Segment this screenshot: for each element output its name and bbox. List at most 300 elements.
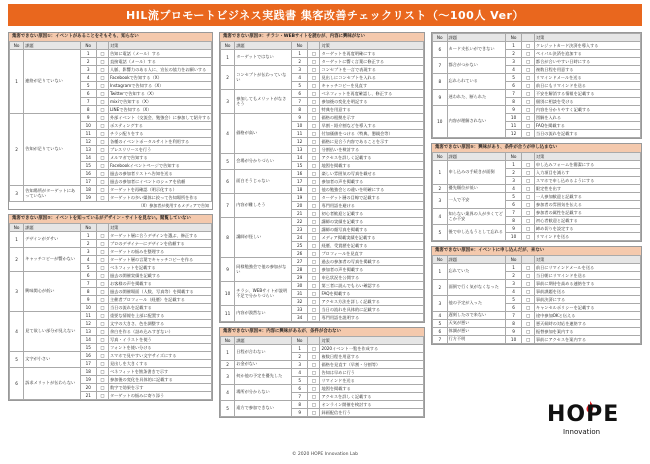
task-label: アクセスを詳しく記載する	[320, 393, 424, 401]
issue-label: 内容が理解されない	[447, 106, 505, 138]
task-checkbox[interactable]: □	[96, 82, 108, 90]
task-label: ターゲット層の目線で記載する	[320, 194, 424, 202]
task-label: 内容を分かりやすく記載する	[534, 106, 640, 114]
task-checkbox[interactable]: □	[522, 304, 534, 312]
task-checkbox[interactable]: □	[308, 218, 320, 226]
task-checkbox[interactable]: □	[308, 210, 320, 218]
task-checkbox[interactable]: □	[96, 368, 108, 376]
task-label: プロのデザイナーにデザインを依頼する	[108, 240, 211, 248]
table-row	[221, 218, 424, 226]
issue-label: 連絡が足りていない	[24, 50, 81, 114]
task-number: 7	[292, 393, 308, 401]
task-label: 直接電話（メール）する	[108, 58, 211, 66]
table-row	[221, 385, 424, 393]
task-label: 価格の根拠を示す	[320, 114, 424, 122]
issue-label: 文字が小さい	[24, 352, 81, 368]
task-checkbox[interactable]: □	[522, 201, 534, 209]
task-checkbox[interactable]: □	[308, 58, 320, 66]
task-checkbox[interactable]: □	[96, 66, 108, 74]
task-checkbox[interactable]: □	[308, 282, 320, 290]
task-number: 11	[505, 122, 522, 130]
header-task: 対策	[108, 224, 211, 232]
task-number: 10	[80, 122, 96, 130]
issue-number: 6	[433, 42, 448, 58]
task-checkbox[interactable]: □	[96, 162, 108, 170]
issue-number: 4	[221, 114, 235, 154]
task-label: 分割払いを検討する	[320, 146, 424, 154]
task-label: ターゲットの悩みを整理する	[108, 248, 211, 256]
task-checkbox[interactable]: □	[522, 169, 534, 177]
task-checkbox[interactable]: □	[308, 178, 320, 186]
task-number: 20	[292, 202, 308, 210]
task-checkbox[interactable]: □	[308, 385, 320, 393]
task-checkbox[interactable]: □	[522, 193, 534, 201]
task-number: 14	[80, 154, 96, 162]
task-checkbox[interactable]: □	[522, 185, 534, 193]
task-number: 7	[505, 312, 522, 320]
task-number: 32	[292, 298, 308, 306]
task-checkbox[interactable]: □	[308, 114, 320, 122]
table-row	[221, 154, 424, 162]
task-label: 第三者に読んでもらい確認する	[320, 282, 424, 290]
task-checkbox[interactable]: □	[96, 392, 108, 400]
checklist-section	[431, 143, 642, 242]
task-number: 1	[505, 42, 522, 50]
task-number: 4	[505, 288, 522, 296]
task-checkbox[interactable]: □	[96, 194, 108, 202]
task-number: 4	[80, 74, 96, 82]
task-checkbox[interactable]: □	[522, 312, 534, 320]
task-checkbox[interactable]: □	[522, 280, 534, 288]
task-label: 初心者歓迎と記載する	[534, 217, 640, 225]
task-number: 9	[292, 409, 308, 417]
task-checkbox[interactable]: □	[96, 376, 108, 384]
task-number: 2	[505, 272, 522, 280]
task-checkbox[interactable]: □	[308, 298, 320, 306]
task-checkbox[interactable]: □	[522, 209, 534, 217]
task-checkbox[interactable]: □	[96, 352, 108, 360]
issue-number: 2	[10, 114, 24, 186]
task-checkbox[interactable]: □	[522, 98, 534, 106]
issue-label: デザインがダサい	[24, 232, 81, 248]
task-checkbox[interactable]: □	[308, 106, 320, 114]
issue-number: 2	[433, 185, 448, 193]
task-label: 早割・紹介割などを導入する	[320, 122, 424, 130]
task-label: 講師の顔写真を掲載する	[320, 226, 424, 234]
task-checkbox[interactable]: □	[522, 225, 534, 233]
header-issue: 課題	[447, 256, 505, 264]
task-checkbox[interactable]: □	[96, 186, 108, 194]
task-number: 7	[80, 98, 96, 106]
task-label: リマインドを送る	[534, 233, 640, 241]
header-no: No	[10, 224, 24, 232]
task-checkbox[interactable]: □	[308, 266, 320, 274]
issue-number: 2	[433, 280, 448, 296]
logo-sub-text: Innovation	[563, 428, 601, 436]
task-checkbox[interactable]: □	[522, 114, 534, 122]
task-checkbox[interactable]: □	[522, 233, 534, 241]
task-checkbox[interactable]: □	[522, 90, 534, 98]
task-checkbox[interactable]: □	[96, 288, 108, 296]
issue-number: 4	[433, 209, 448, 225]
task-checkbox[interactable]: □	[522, 336, 534, 344]
task-number: 7	[505, 90, 522, 98]
task-label: ターゲットの悩みに寄り添う	[108, 392, 211, 400]
task-label: 事前決済にする	[534, 296, 640, 304]
task-checkbox[interactable]: □	[308, 369, 320, 377]
task-label: 参加後の変化を明記する	[320, 98, 424, 106]
checklist-section	[219, 32, 425, 323]
table-row	[433, 42, 641, 50]
task-label: お客様の声を掲載する	[108, 280, 211, 288]
task-checkbox[interactable]: □	[522, 50, 534, 58]
task-checkbox[interactable]: □	[96, 178, 108, 186]
task-label: 申し込みフォームを簡潔にする	[534, 161, 640, 169]
issue-number: 2	[221, 66, 235, 90]
table-row	[221, 258, 424, 266]
task-checkbox[interactable]: □	[308, 90, 320, 98]
task-label: 専門用語を説明する	[320, 314, 424, 322]
task-checkbox[interactable]: □	[96, 146, 108, 154]
task-label: スマホで見やすい文字サイズにする	[108, 352, 211, 360]
task-checkbox[interactable]: □	[96, 114, 108, 122]
task-checkbox[interactable]: □	[96, 336, 108, 344]
task-label: 経歴、受賞歴を記載する	[320, 242, 424, 250]
task-label: メルマガで告知する	[108, 154, 211, 162]
task-checkbox[interactable]: □	[522, 320, 534, 328]
header-no: No	[10, 42, 24, 50]
task-number: 2	[80, 240, 96, 248]
task-checkbox[interactable]: □	[522, 58, 534, 66]
task-number: 8	[80, 106, 96, 114]
header-task: 対策	[534, 34, 640, 42]
issue-label: 都合がつかない	[447, 58, 505, 74]
task-label: 他の勉強会との違いを明確にする	[320, 186, 424, 194]
issue-label: チラシ、WEBサイトが説明不足で分かりづらい	[235, 282, 292, 306]
task-label: 参加者の声を掲載する	[320, 266, 424, 274]
task-number: 10	[505, 336, 522, 344]
header-task: 対策	[320, 42, 424, 50]
table-row	[10, 248, 212, 256]
table-row	[10, 232, 212, 240]
task-checkbox[interactable]: □	[308, 122, 320, 130]
table-row	[433, 106, 641, 114]
task-label: 一人参加歓迎と記載する	[534, 193, 640, 201]
task-label: アクセス方法を詳しく記載する	[320, 298, 424, 306]
task-checkbox[interactable]: □	[308, 393, 320, 401]
header-row	[433, 256, 641, 264]
task-checkbox[interactable]: □	[96, 138, 108, 146]
task-number: 4	[505, 185, 522, 193]
task-label: 見出しにコンセプトを入れる	[320, 74, 424, 82]
task-number: 15	[80, 344, 96, 352]
task-number: 17	[80, 360, 96, 368]
issue-number: 1	[433, 161, 448, 185]
issue-number: 7	[433, 58, 448, 74]
task-label: 主催者プロフィール（経歴）を記載する	[108, 296, 211, 304]
task-number: 12	[505, 130, 522, 138]
task-checkbox[interactable]: □	[522, 328, 534, 336]
table-row	[433, 328, 641, 336]
table-row	[433, 90, 641, 98]
issue-label: 体調が悪い	[447, 328, 505, 336]
task-checkbox[interactable]: □	[522, 296, 534, 304]
header-check	[308, 42, 320, 50]
task-checkbox[interactable]: □	[96, 122, 108, 130]
task-label: 参加者の属性を記載する	[534, 209, 640, 217]
issue-number: 7	[433, 336, 448, 344]
task-checkbox[interactable]: □	[96, 248, 108, 256]
task-number: 12	[292, 138, 308, 146]
task-checkbox[interactable]: □	[522, 161, 534, 169]
task-checkbox[interactable]: □	[308, 130, 320, 138]
task-checkbox[interactable]: □	[308, 50, 320, 58]
issue-number: 1	[10, 50, 24, 114]
task-checkbox[interactable]: □	[522, 42, 534, 50]
table-row	[10, 352, 212, 360]
task-checkbox[interactable]: □	[96, 384, 108, 392]
task-number: 19	[292, 194, 308, 202]
issue-number: 5	[433, 225, 448, 241]
checklist-section	[219, 327, 425, 418]
task-checkbox[interactable]: □	[522, 66, 534, 74]
task-checkbox[interactable]: □	[522, 288, 534, 296]
issue-number: 8	[433, 74, 448, 90]
table-row	[433, 280, 641, 288]
task-checkbox[interactable]: □	[522, 217, 534, 225]
task-checkbox[interactable]: □	[308, 250, 320, 258]
task-checkbox[interactable]: □	[522, 82, 534, 90]
task-checkbox[interactable]: □	[96, 170, 108, 178]
issue-number: 7	[221, 194, 235, 218]
checklist-table	[432, 255, 641, 344]
section-title: 集客できない原因②：イベントを知っているがデザイン・サイトを見ない。閲覧していない	[9, 215, 212, 223]
task-checkbox[interactable]: □	[522, 177, 534, 185]
issue-number: 3	[433, 193, 448, 209]
task-checkbox[interactable]: □	[96, 256, 108, 264]
issue-number: 4	[433, 312, 448, 320]
table-row	[221, 306, 424, 314]
task-checkbox[interactable]: □	[96, 360, 108, 368]
task-checkbox[interactable]: □	[96, 312, 108, 320]
task-label: メディア掲載実績を記載する	[320, 234, 424, 242]
issue-number: 1	[10, 232, 24, 248]
task-label: アクセスを詳しく記載する	[320, 154, 424, 162]
table-row	[10, 312, 212, 320]
task-label: 価格を見直す（早割・分割等）	[320, 361, 424, 369]
task-checkbox[interactable]: □	[96, 106, 108, 114]
task-number: 1	[80, 232, 96, 240]
task-number: 3	[80, 248, 96, 256]
task-checkbox[interactable]: □	[96, 328, 108, 336]
task-checkbox[interactable]: □	[96, 154, 108, 162]
task-checkbox[interactable]: □	[308, 170, 320, 178]
task-checkbox[interactable]: □	[308, 258, 320, 266]
task-label: 余白を作る（詰め込みすぎない）	[108, 328, 211, 336]
task-number: 18	[80, 368, 96, 376]
task-checkbox[interactable]: □	[308, 306, 320, 314]
issue-number: 5	[10, 352, 24, 368]
table-row	[433, 320, 641, 328]
issue-label: 遅刻したので来ない	[447, 312, 505, 320]
header-n: No	[505, 153, 522, 161]
task-checkbox[interactable]: □	[308, 401, 320, 409]
task-checkbox[interactable]: □	[96, 240, 108, 248]
table-row	[221, 50, 424, 58]
header-check	[522, 153, 534, 161]
task-checkbox[interactable]: □	[522, 264, 534, 272]
task-label: Facebookイベントページで告知する	[108, 162, 211, 170]
task-label: コンセプトを一言で表現する	[320, 66, 424, 74]
task-checkbox[interactable]: □	[522, 74, 534, 82]
task-number: 4	[292, 74, 308, 82]
task-checkbox[interactable]: □	[308, 234, 320, 242]
issue-label: 同様勉強会で他の参加がない	[235, 258, 292, 282]
task-checkbox[interactable]: □	[96, 304, 108, 312]
task-checkbox[interactable]: □	[308, 138, 320, 146]
header-check	[522, 256, 534, 264]
task-checkbox[interactable]: □	[96, 280, 108, 288]
header-n: No	[292, 337, 308, 345]
task-label: ターゲットを再度明確にする	[320, 50, 424, 58]
task-checkbox[interactable]: □	[308, 274, 320, 282]
task-checkbox[interactable]: □	[308, 353, 320, 361]
task-checkbox[interactable]: □	[522, 130, 534, 138]
task-number: 1	[80, 50, 96, 58]
task-checkbox[interactable]: □	[308, 66, 320, 74]
checklist-table	[9, 41, 212, 202]
task-checkbox[interactable]: □	[308, 290, 320, 298]
header-issue: 課題	[447, 34, 505, 42]
task-checkbox[interactable]: □	[96, 58, 108, 66]
task-label: 参加者の声を掲載する	[320, 178, 424, 186]
task-label: ターゲットに響く言葉に修正する	[320, 58, 424, 66]
task-number: 5	[292, 377, 308, 385]
table-row	[10, 272, 212, 280]
task-label: ベネフィットを記載する	[108, 264, 211, 272]
table-row	[221, 361, 424, 369]
task-number: 19	[80, 376, 96, 384]
issue-label: 迷われた、断られた	[447, 90, 505, 106]
issue-label: 忘れていた	[447, 264, 505, 280]
task-checkbox[interactable]: □	[308, 202, 320, 210]
task-checkbox[interactable]: □	[308, 377, 320, 385]
task-label: ポスティングする	[108, 122, 211, 130]
task-number: 15	[80, 162, 96, 170]
issue-label: 興味関心が低い	[24, 272, 81, 312]
issue-label: 忘れられている	[447, 74, 505, 90]
task-label: オンライン開催を検討する	[320, 401, 424, 409]
task-label: 過去の参加者にイベントのシェアを依頼	[108, 178, 211, 186]
task-checkbox[interactable]: □	[308, 74, 320, 82]
issue-number: 1	[221, 345, 235, 361]
logo-main-text: HOPE	[547, 402, 620, 427]
task-number: 6	[292, 90, 308, 98]
task-number: 3	[505, 177, 522, 185]
task-number: 3	[505, 280, 522, 288]
task-number: 5	[80, 82, 96, 90]
issue-number: 4	[10, 312, 24, 352]
task-checkbox[interactable]: □	[96, 130, 108, 138]
task-checkbox[interactable]: □	[308, 82, 320, 90]
header-n: No	[505, 256, 522, 264]
task-number: 7	[292, 98, 308, 106]
task-number: 24	[292, 234, 308, 242]
task-label: Facebookで告知する（X）	[108, 74, 211, 82]
issue-number: 9	[433, 90, 448, 106]
header-issue: 課題	[235, 42, 292, 50]
task-label: キャッチコピーを見直す	[320, 82, 424, 90]
task-checkbox[interactable]: □	[522, 272, 534, 280]
header-issue: 課題	[24, 224, 81, 232]
issue-label: 天気が悪い	[447, 320, 505, 328]
task-checkbox[interactable]: □	[96, 98, 108, 106]
task-checkbox[interactable]: □	[96, 264, 108, 272]
task-checkbox[interactable]: □	[308, 409, 320, 417]
issue-label: 遠方で参加できない	[235, 401, 292, 417]
task-checkbox[interactable]: □	[308, 146, 320, 154]
issue-number: 10	[433, 106, 448, 138]
issue-label: ターゲットではない	[235, 50, 292, 66]
task-checkbox[interactable]: □	[96, 90, 108, 98]
issue-number: 8	[221, 218, 235, 258]
task-checkbox[interactable]: □	[308, 162, 320, 170]
table-row	[433, 225, 641, 233]
section-footnote: （X）参加者が使用するメディアで告知	[138, 203, 209, 208]
issue-label: 内容が漠然ない	[235, 306, 292, 322]
header-check	[308, 337, 320, 345]
task-checkbox[interactable]: □	[308, 98, 320, 106]
section-title: 集客できない原因⑥：イベントに申し込んだが、来ない	[432, 247, 641, 255]
task-checkbox[interactable]: □	[308, 154, 320, 162]
checklist-table	[220, 41, 424, 322]
task-checkbox[interactable]: □	[522, 122, 534, 130]
task-number: 12	[80, 138, 96, 146]
issue-number: 1	[221, 50, 235, 66]
task-checkbox[interactable]: □	[96, 272, 108, 280]
task-checkbox[interactable]: □	[96, 232, 108, 240]
task-label: 写真・イラストを使う	[108, 336, 211, 344]
task-checkbox[interactable]: □	[96, 344, 108, 352]
task-checkbox[interactable]: □	[96, 320, 108, 328]
header-row	[10, 224, 212, 232]
task-label: 過去の参加者の写真を掲載する	[320, 258, 424, 266]
task-checkbox[interactable]: □	[308, 186, 320, 194]
task-number: 1	[292, 345, 308, 353]
task-number: 14	[292, 154, 308, 162]
task-label: ベネフィットを箇条書きで示す	[108, 368, 211, 376]
task-label: 数字で効果を示す	[108, 384, 211, 392]
task-checkbox[interactable]: □	[96, 74, 108, 82]
table-row	[221, 194, 424, 202]
task-checkbox[interactable]: □	[308, 194, 320, 202]
task-checkbox[interactable]: □	[308, 226, 320, 234]
task-number: 6	[505, 201, 522, 209]
task-checkbox[interactable]: □	[96, 50, 108, 58]
header-no: No	[221, 337, 235, 345]
issue-label: 日程が合わない	[235, 345, 292, 361]
task-checkbox[interactable]: □	[96, 296, 108, 304]
task-number: 7	[80, 280, 96, 288]
task-checkbox[interactable]: □	[308, 361, 320, 369]
task-number: 4	[505, 66, 522, 74]
task-checkbox[interactable]: □	[308, 242, 320, 250]
task-checkbox[interactable]: □	[308, 345, 320, 353]
task-checkbox[interactable]: □	[522, 106, 534, 114]
task-checkbox[interactable]: □	[308, 314, 320, 322]
table-row	[433, 185, 641, 193]
task-label: 人脈、影響力のある人に、宣伝の協力をお願いする	[108, 66, 211, 74]
